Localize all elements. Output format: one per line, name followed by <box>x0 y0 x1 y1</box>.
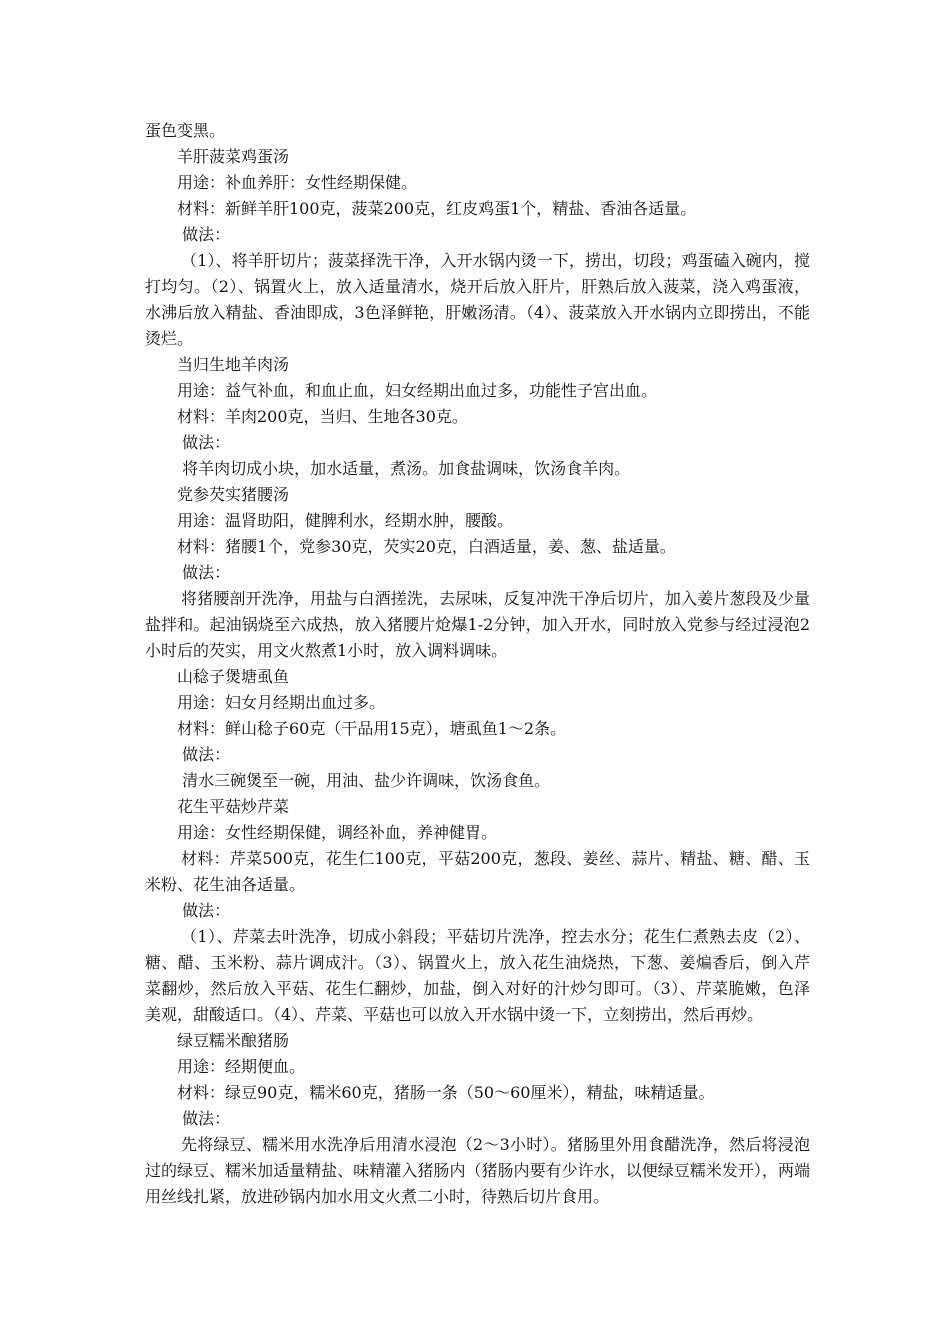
recipe-use: 用途：妇女月经期出血过多。 <box>177 693 386 712</box>
recipe-method-label: 做法： <box>177 563 231 582</box>
recipe-method: 清水三碗煲至一碗，用油、盐少许调味，饮汤食鱼。 <box>177 771 551 790</box>
recipe-use: 用途：补血养肝：女性经期保健。 <box>177 173 418 192</box>
recipe-method-label: 做法： <box>177 745 231 764</box>
recipe-method-label: 做法： <box>177 433 231 452</box>
recipe-use: 用途：益气补血，和血止血，妇女经期出血过多，功能性子宫出血。 <box>177 381 658 400</box>
recipe-section <box>145 352 810 482</box>
document-body <box>145 118 810 1210</box>
recipe-section <box>145 794 810 1028</box>
recipe-materials: 材料：新鲜羊肝100克，菠菜200克，红皮鸡蛋1个，精盐、香油各适量。 <box>177 199 697 218</box>
recipe-method-label: 做法： <box>177 225 231 244</box>
recipe-method-label: 做法： <box>177 901 231 920</box>
intro-text: 蛋色变黑。 <box>145 121 226 140</box>
recipe-title: 绿豆糯米酿猪肠 <box>177 1031 290 1050</box>
recipe-use: 用途：经期便血。 <box>177 1057 306 1076</box>
recipe-materials: 材料：芹菜500克，花生仁100克，平菇200克，葱段、姜丝、蒜片、精盐、糖、醋、玉米粉、花生油各适量。 <box>145 849 810 894</box>
recipe-method-label: 做法： <box>177 1109 231 1128</box>
recipe-materials: 材料：鲜山稔子60克（干品用15克），塘虱鱼1～2条。 <box>177 719 567 738</box>
recipe-method: （1）、将羊肝切片；菠菜择洗干净，入开水锅内烫一下，捞出，切段；鸡蛋磕入碗内，搅打均匀。（2）、锅置火上，放入适量清水，烧开后放入肝片，肝熟后放入菠菜，浇入鸡蛋液，水沸后放入精盐、香油即成，3色泽鲜艳，肝嫩汤清。（4）、菠菜放入开水锅内立即捞出，不能烫烂。 <box>145 251 810 348</box>
recipe-materials: 材料：绿豆90克，糯米60克，猪肠一条（50～60厘米），精盐，味精适量。 <box>177 1083 715 1102</box>
recipe-method: 将猪腰剖开洗净，用盐与白酒搓洗，去尿味，反复冲洗干净后切片，加入姜片葱段及少量盐拌和。起油锅烧至六成热，放入猪腰片炝爆1-2分钟，加入开水，同时放入党参与经过浸泡2小时后的芡实，用文火熬煮1小时，放入调料调味。 <box>145 589 810 660</box>
recipe-materials: 材料：羊肉200克，当归、生地各30克。 <box>177 407 468 426</box>
recipe-section <box>145 144 810 352</box>
recipe-method: 先将绿豆、糯米用水洗净后用清水浸泡（2～3小时）。猪肠里外用食醋洗净，然后将浸泡过的绿豆、糯米加适量精盐、味精灌入猪肠内（猪肠内要有少许水，以便绿豆糯米发开），两端用丝线扎紧，放进砂锅内加水用文火煮二小时，待熟后切片食用。 <box>145 1135 810 1206</box>
recipe-title: 羊肝菠菜鸡蛋汤 <box>177 147 290 166</box>
recipe-title: 山稔子煲塘虱鱼 <box>177 667 290 686</box>
recipe-method: 将羊肉切成小块，加水适量，煮汤。加食盐调味，饮汤食羊肉。 <box>177 459 631 478</box>
recipe-section <box>145 664 810 794</box>
recipe-use: 用途：女性经期保健，调经补血，养神健胃。 <box>177 823 498 842</box>
recipe-title: 当归生地羊肉汤 <box>177 355 290 374</box>
recipe-section <box>145 482 810 664</box>
recipe-method: （1）、芹菜去叶洗净，切成小斜段；平菇切片洗净，控去水分；花生仁煮熟去皮（2）、糖、醋、玉米粉、蒜片调成汁。（3）、锅置火上，放入花生油烧热，下葱、姜煸香后，倒入芹菜翻炒，然后放入平菇、花生仁翻炒，加盐，倒入对好的汁炒匀即可。（3）、芹菜脆嫩，色泽美观，甜酸适口。（4）、芹菜、平菇也可以放入开水锅中烫一下，立刻捞出，然后再炒。 <box>145 927 810 1024</box>
recipe-title: 花生平菇炒芹菜 <box>177 797 290 816</box>
recipe-section <box>145 1028 810 1210</box>
recipe-title: 党参芡实猪腰汤 <box>177 485 290 504</box>
recipe-materials: 材料：猪腰1个，党参30克，芡实20克，白酒适量，姜、葱、盐适量。 <box>177 537 676 556</box>
recipe-use: 用途：温肾助阳，健脾利水，经期水肿，腰酸。 <box>177 511 514 530</box>
